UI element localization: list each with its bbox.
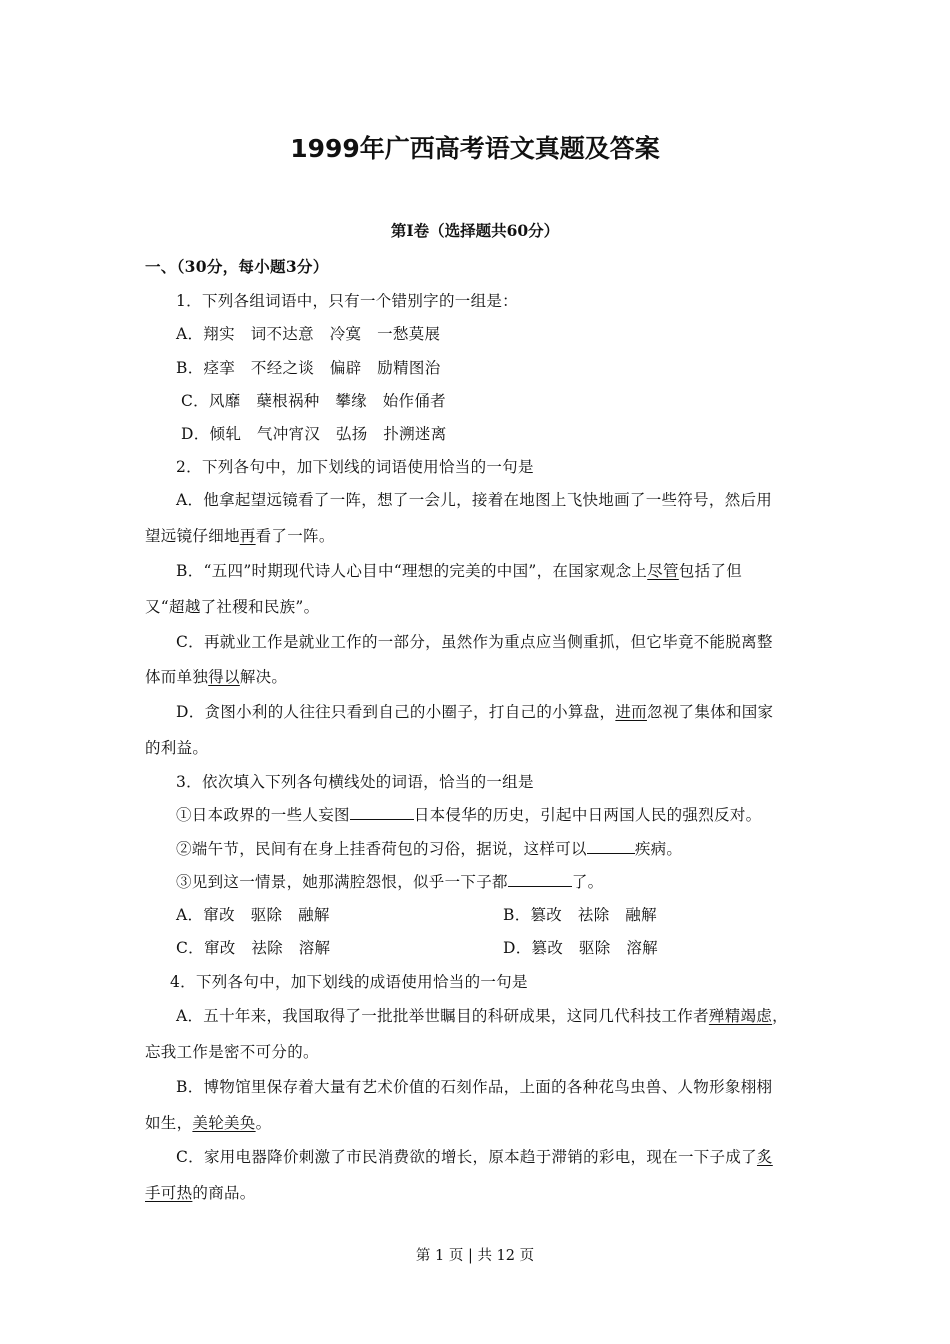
question-2-stem: 2．下列各句中，加下划线的词语使用恰当的一句是 — [176, 458, 534, 476]
underlined-word: 再 — [239, 527, 256, 545]
question-3-sentence-1: ①日本政界的一些人妄图 日本侵华的历史，引起中日两国人民的强烈反对。 — [176, 806, 762, 824]
question-4-option-a-line2: 忘我工作是密不可分的。 — [145, 1043, 319, 1061]
question-3-option-c: C．窜改 祛除 溶解 — [176, 939, 331, 957]
underlined-idiom: 美轮美奂 — [192, 1114, 256, 1132]
question-4-option-c-line2: 手可热的商品。 — [145, 1184, 256, 1202]
underlined-idiom: 手可热 — [145, 1184, 193, 1202]
question-2-option-b-line1: B．“五四”时期现代诗人心目中“理想的完美的中国”，在国家观念上尽管包括了但 — [176, 562, 743, 580]
question-1-option-d: D．倾轧 气冲宵汉 弘扬 扑溯迷离 — [181, 425, 447, 443]
underlined-word: 得以 — [208, 668, 240, 686]
question-2-option-a-line2: 望远镜仔细地再看了一阵。 — [145, 527, 335, 545]
question-4-option-b-line1: B．博物馆里保存着大量有艺术价值的石刻作品，上面的各种花鸟虫兽、人物形象栩栩 — [176, 1078, 773, 1096]
fill-blank — [587, 839, 635, 854]
question-2-option-b-line2: 又“超越了社稷和民族”。 — [145, 598, 320, 616]
fill-blank — [508, 872, 572, 887]
question-3-option-b: B．篡改 祛除 融解 — [503, 906, 657, 924]
question-3-option-d: D．篡改 驱除 溶解 — [503, 939, 658, 957]
question-3-sentence-3: ③见到这一情景，她那满腔怨恨，似乎一下子都 了。 — [176, 873, 604, 891]
underlined-word: 进而 — [615, 703, 647, 721]
question-2-option-a-line1: A．他拿起望远镜看了一阵，想了一会儿，接着在地图上飞快地画了一些符号，然后用 — [176, 491, 773, 509]
document-title: 1999年广西高考语文真题及答案 — [290, 134, 660, 163]
question-2-option-d-line1: D．贪图小利的人往往只看到自己的小圈子，打自己的小算盘，进而忽视了集体和国家 — [176, 703, 774, 721]
underlined-idiom: 殚精竭虑 — [708, 1007, 773, 1025]
question-2-option-c-line2: 体而单独得以解决。 — [145, 668, 288, 686]
fill-blank — [350, 805, 414, 820]
question-4-stem: 4．下列各句中，加下划线的成语使用恰当的一句是 — [170, 973, 528, 991]
underlined-word: 尽管 — [647, 562, 679, 580]
question-4-option-a-line1: A．五十年来，我国取得了一批批举世瞩目的科研成果，这同几代科技工作者殚精竭虑， — [176, 1007, 788, 1025]
question-3-sentence-2: ②端午节，民间有在身上挂香荷包的习俗，据说，这样可以 疾病。 — [176, 840, 683, 858]
question-1-option-a: A．翔实 词不达意 冷寞 一愁莫展 — [176, 325, 441, 343]
question-1-stem: 1．下列各组词语中，只有一个错别字的一组是： — [176, 292, 518, 310]
question-4-option-c-line1: C．家用电器降价刺激了市民消费欲的增长，原本趋于滞销的彩电，现在一下子成了炙 — [176, 1148, 773, 1166]
question-3-stem: 3．依次填入下列各句横线处的词语，恰当的一组是 — [176, 773, 534, 791]
question-3-option-a: A．窜改 驱除 融解 — [176, 906, 330, 924]
question-4-option-b-line2: 如生，美轮美奂。 — [145, 1114, 272, 1132]
section-heading: 一、（30分，每小题3分） — [145, 257, 329, 276]
question-2-option-c-line1: C．再就业工作是就业工作的一部分，虽然作为重点应当侧重抓，但它毕竟不能脱离整 — [176, 633, 773, 651]
question-2-option-d-line2: 的利益。 — [145, 739, 209, 757]
volume-title: 第Ⅰ卷（选择题共60分） — [390, 221, 560, 240]
page-footer: 第 1 页 | 共 12 页 — [415, 1248, 535, 1264]
question-1-option-b: B．痉挛 不经之谈 偏辟 励精图治 — [176, 359, 441, 377]
question-1-option-c: C．风靡 蘖根祸种 攀缘 始作俑者 — [181, 392, 446, 410]
underlined-idiom: 炙 — [756, 1148, 773, 1166]
